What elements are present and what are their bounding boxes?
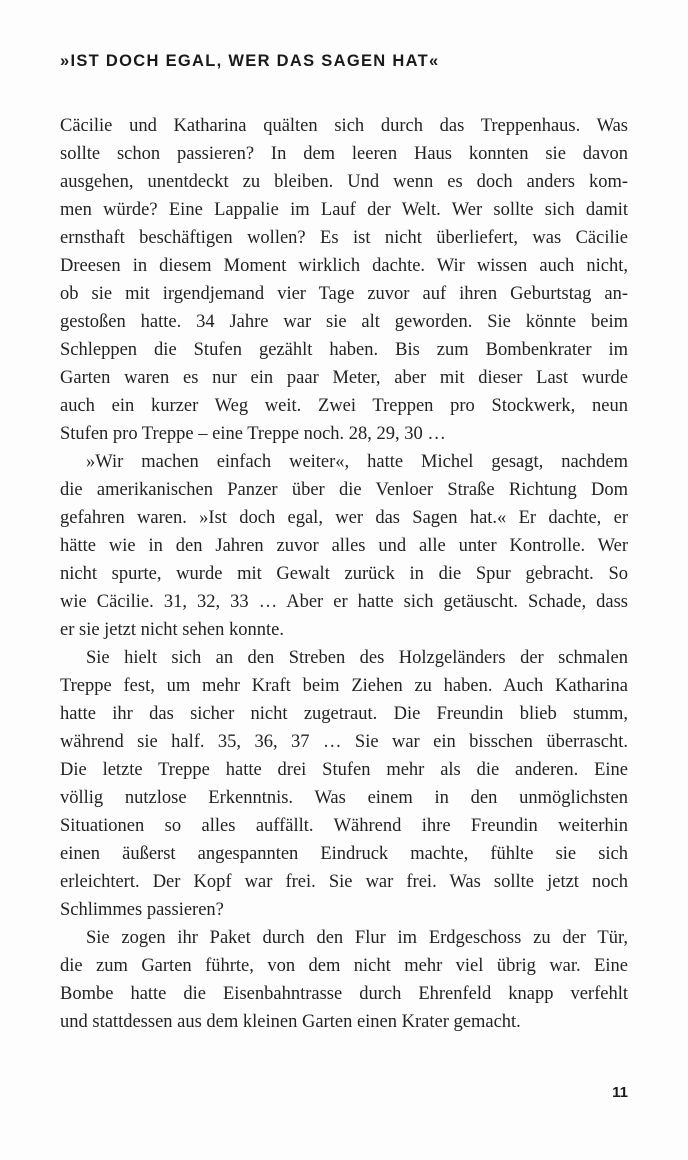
text-line: hätte wie in den Jahren zuvor alles und alle unter Kontrolle. Wer <box>60 536 628 557</box>
text-line: hatte ihr das sicher nicht zugetraut. Die Freundin blieb stumm, <box>60 704 628 725</box>
text-line: auch ein kurzer Weg weit. Zwei Treppen pro Stockwerk, neun <box>60 396 628 417</box>
body-text <box>60 112 628 1036</box>
text-line: men würde? Eine Lappalie im Lauf der Welt. Wer sollte sich damit <box>60 200 628 221</box>
chapter-heading: »IST DOCH EGAL, WER DAS SAGEN HAT« <box>60 52 440 70</box>
text-line: Situationen so alles auffällt. Während ihre Freundin weiterhin <box>60 816 628 837</box>
text-line: und stattdessen aus dem kleinen Garten einen Krater gemacht. <box>60 1012 521 1033</box>
text-line: ob sie mit irgendjemand vier Tage zuvor auf ihren Geburtstag an- <box>60 284 628 305</box>
text-line: »Wir machen einfach weiter«, hatte Michel gesagt, nachdem <box>86 452 628 473</box>
text-line: die amerikanischen Panzer über die Venloer Straße Richtung Dom <box>60 480 628 501</box>
text-line: er sie jetzt nicht sehen konnte. <box>60 620 284 641</box>
text-line: Schlimmes passieren? <box>60 900 224 921</box>
text-line: ernsthaft beschäftigen wollen? Es ist nicht überliefert, was Cäcilie <box>60 228 628 249</box>
text-line: sollte schon passieren? In dem leeren Haus konnten sie davon <box>60 144 628 165</box>
text-line: Dreesen in diesem Moment wirklich dachte. Wir wissen auch nicht, <box>60 256 628 277</box>
paragraph <box>60 112 628 448</box>
text-line: Bombe hatte die Eisenbahntrasse durch Ehrenfeld knapp verfehlt <box>60 984 628 1005</box>
text-line: Treppe fest, um mehr Kraft beim Ziehen zu haben. Auch Katharina <box>60 676 628 697</box>
text-line: nicht spurte, wurde mit Gewalt zurück in die Spur gebracht. So <box>60 564 628 585</box>
paragraph <box>60 644 628 924</box>
text-line: Die letzte Treppe hatte drei Stufen mehr als die anderen. Eine <box>60 760 628 781</box>
text-line: die zum Garten führte, von dem nicht mehr viel übrig war. Eine <box>60 956 628 977</box>
text-line: Sie zogen ihr Paket durch den Flur im Erdgeschoss zu der Tür, <box>86 928 628 949</box>
text-line: Cäcilie und Katharina quälten sich durch das Treppenhaus. Was <box>60 116 628 137</box>
paragraph <box>60 924 628 1036</box>
text-line: ausgehen, unentdeckt zu bleiben. Und wenn es doch anders kom- <box>60 172 628 193</box>
text-line: während sie half. 35, 36, 37 … Sie war ein bisschen überrascht. <box>60 732 628 753</box>
text-line: Stufen pro Treppe – eine Treppe noch. 28, 29, 30 … <box>60 424 446 445</box>
text-line: Schleppen die Stufen gezählt haben. Bis zum Bombenkrater im <box>60 340 628 361</box>
text-line: Garten waren es nur ein paar Meter, aber mit dieser Last wurde <box>60 368 628 389</box>
text-line: wie Cäcilie. 31, 32, 33 … Aber er hatte sich getäuscht. Schade, dass <box>60 592 628 613</box>
paragraph <box>60 448 628 644</box>
text-line: erleichtert. Der Kopf war frei. Sie war frei. Was sollte jetzt noch <box>60 872 628 893</box>
page-number: 11 <box>612 1084 628 1101</box>
text-line: gefahren waren. »Ist doch egal, wer das Sagen hat.« Er dachte, er <box>60 508 628 529</box>
text-line: völlig nutzlose Erkenntnis. Was einem in den unmöglichsten <box>60 788 628 809</box>
text-line: Sie hielt sich an den Streben des Holzgeländers der schmalen <box>86 648 628 669</box>
text-line: einen äußerst angespannten Eindruck machte, fühlte sie sich <box>60 844 628 865</box>
text-line: gestoßen hatte. 34 Jahre war sie alt geworden. Sie könnte beim <box>60 312 628 333</box>
